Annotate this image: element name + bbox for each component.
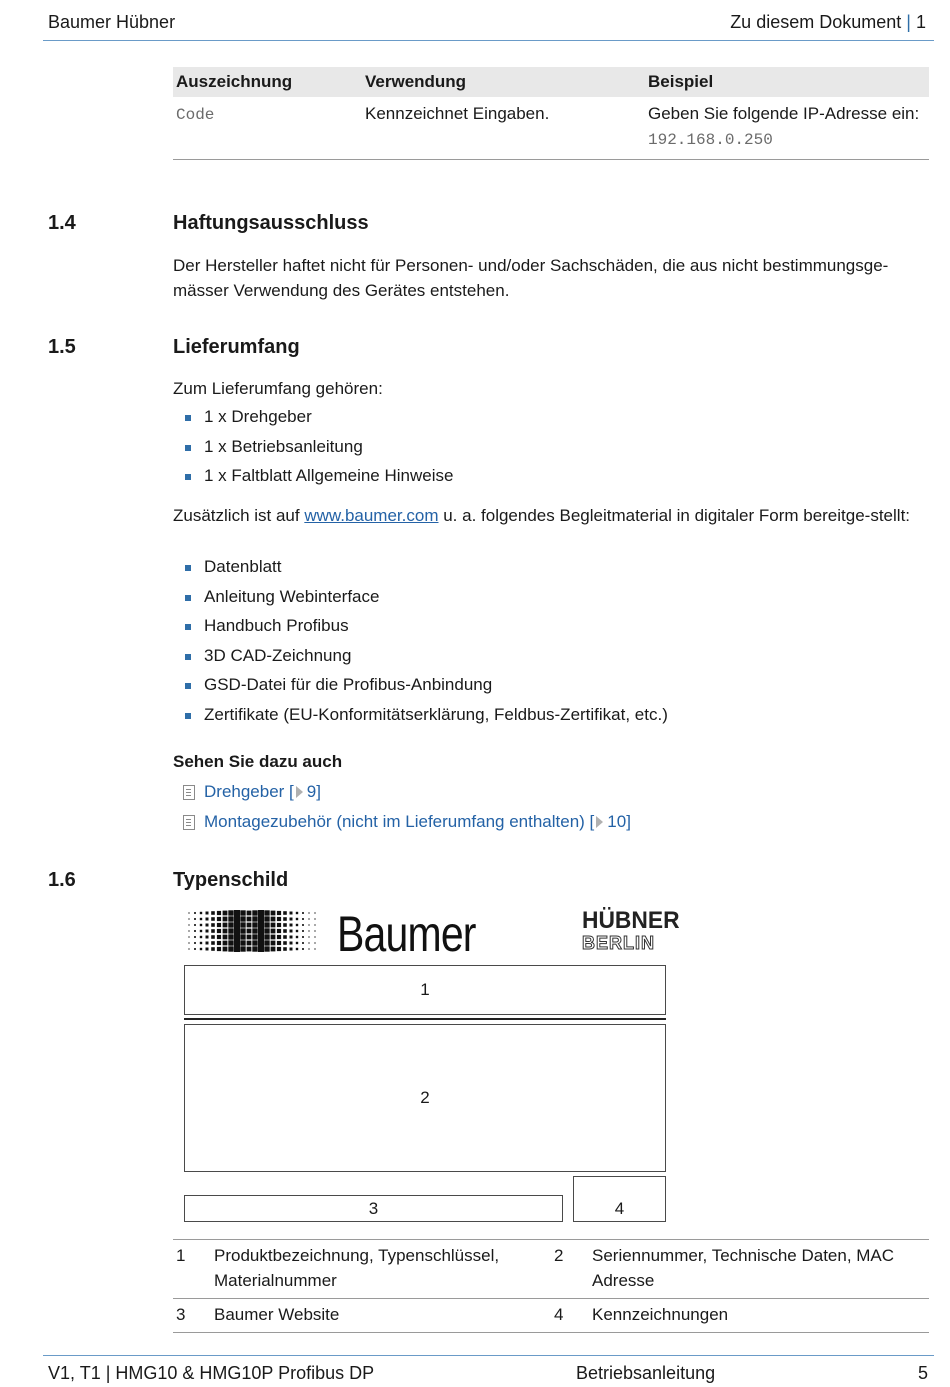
logo-dot [283,935,287,939]
list-item: Handbuch Profibus [183,616,668,646]
logo-dot [277,911,281,915]
plate-field-4 [573,1176,666,1222]
logo-dot [302,948,304,950]
logo-dot [194,924,196,926]
logo-dot [277,929,281,933]
see-also-page: 10] [607,812,631,831]
baumer-link[interactable]: www.baumer.com [304,506,439,525]
logo-dot [290,948,293,951]
logo-dot [188,918,189,919]
baumer-logo-text: Baumer [337,906,476,962]
logo-dot [200,942,202,944]
markup-table [173,67,929,160]
field-label: 1 [420,980,430,999]
example-text: Geben Sie folgende IP-Adresse ein: [648,104,920,123]
logo-dot [258,946,264,952]
logo-dot [314,924,315,925]
logo-dot [234,946,240,952]
logo-dot [283,917,287,921]
logo-dot [234,940,240,946]
logo-dot [234,934,240,940]
legend-text: Baumer Website [211,1299,551,1333]
logo-dot [206,936,209,939]
logo-dot [194,930,196,932]
logo-dot [223,923,228,928]
logo-dot [223,917,228,922]
logo-dot [308,936,309,937]
logo-dot [308,942,309,943]
logo-dot [277,935,281,939]
logo-dot [240,946,245,951]
logo-dot [217,917,221,921]
logo-dot [247,947,252,952]
logo-dot [302,918,304,920]
logo-dot [228,910,233,915]
logo-dot [302,942,304,944]
field-label: 3 [368,1198,379,1218]
document-icon [183,785,195,800]
baumer-dot-logo [186,910,318,952]
plate-divider [184,1018,666,1020]
logo-dot [247,917,252,922]
legend-number: 3 [173,1299,211,1333]
logo-dot [283,941,287,945]
logo-dot [264,940,269,945]
logo-dot [252,940,257,945]
logo-dot [188,912,189,913]
logo-dot [296,942,298,944]
section-number: 1.5 [48,336,76,358]
logo-dot [211,917,215,921]
logo-dot [314,930,315,931]
header-left: Baumer Hübner [48,12,176,32]
list-item: 1 x Betriebsanleitung [183,437,453,467]
logo-dot [188,942,189,943]
logo-dot [283,911,287,915]
logo-dot [211,947,215,951]
logo-dot [206,912,209,915]
example-cell [645,97,929,160]
list-item: 3D CAD-Zeichnung [183,646,668,676]
header-title: Zu diesem Dokument [730,12,902,32]
logo-dot [223,911,228,916]
digital-material-list [183,557,668,734]
logo-dot [206,924,209,927]
logo-dot [264,922,269,927]
logo-dot [228,928,233,933]
header-right [730,12,926,33]
logo-dot [200,924,202,926]
logo-dot [296,930,298,932]
logo-dot [296,918,298,920]
list-item: Anleitung Webinterface [183,587,668,617]
logo-dot [258,916,264,922]
column-header: Auszeichnung [173,67,362,97]
logo-dot [228,946,233,951]
logo-dot [277,923,281,927]
header-page: 1 [915,12,926,32]
logo-dot [200,930,202,932]
logo-dot [228,916,233,921]
logo-dot [200,912,202,914]
logo-dot [302,936,304,938]
footer-page: 5 [917,1363,928,1383]
logo-dot [234,910,240,916]
logo-dot [290,930,293,933]
legend-number: 4 [551,1299,589,1333]
logo-dot [252,922,257,927]
logo-dot [206,942,209,945]
see-also-link[interactable] [183,807,631,837]
section-number: 1.6 [48,869,76,891]
logo-dot [217,935,221,939]
plate-field-3 [184,1195,563,1222]
logo-dot [194,942,196,944]
logo-dot [277,941,281,945]
scope-intro: Zum Lieferumfang gehören: [173,379,383,398]
logo-dot [200,918,202,920]
logo-dot [302,930,304,932]
logo-dot [264,946,269,951]
logo-dot [211,923,215,927]
logo-dot [290,942,293,945]
logo-dot [234,922,240,928]
legend-number: 1 [173,1240,211,1299]
logo-dot [217,941,221,945]
example-code: 192.168.0.250 [648,131,773,149]
logo-dot [296,912,298,914]
footer-left: V1, T1 | HMG10 & HMG10P Profibus DP [48,1363,375,1383]
logo-dot [211,911,215,915]
table-row [173,97,929,160]
logo-dot [290,918,293,921]
legend-text: Produktbezeichnung, Typenschlüssel, Materialnummer [211,1240,551,1299]
see-also-list [183,777,631,837]
field-label: 2 [420,1088,430,1107]
see-also-page: 9] [306,782,321,801]
logo-dot [283,929,287,933]
logo-dot [247,941,252,946]
logo-dot [296,948,298,950]
logo-dot [211,935,215,939]
logo-dot [308,948,309,949]
logo-dot [223,935,228,940]
logo-dot [252,946,257,951]
logo-dot [271,941,276,946]
section-number: 1.4 [48,212,76,234]
disclaimer-text: Der Hersteller haftet nicht für Personen- und/oder Sachschäden, die aus nicht bestimmungsge-mässer Verwendung des Gerätes entstehen. [173,256,889,300]
logo-dot [258,928,264,934]
logo-dot [247,929,252,934]
legend-text: Kennzeichnungen [589,1299,929,1333]
logo-dot [314,942,315,943]
logo-dot [252,916,257,921]
header-separator: | [906,12,911,32]
logo-dot [308,918,309,919]
section-title: Typenschild [173,869,289,891]
logo-dot [206,930,209,933]
list-item: GSD-Datei für die Profibus-Anbindung [183,675,668,705]
logo-dot [194,948,196,950]
hubner-logo-bottom: BERLIN [582,933,655,953]
logo-dot [271,929,276,934]
logo-dot [283,947,287,951]
logo-dot [234,928,240,934]
logo-dot [314,948,315,949]
logo-dot [228,922,233,927]
logo-dot [271,947,276,952]
logo-dot [217,929,221,933]
logo-dot [234,916,240,922]
logo-dot [264,928,269,933]
logo-dot [247,935,252,940]
plate-field-2 [184,1024,666,1172]
logo-dot [264,934,269,939]
scope-list [183,407,453,496]
logo-dot [277,917,281,921]
field-label: 4 [614,1199,625,1218]
logo-dot [194,912,196,914]
logo-dot [206,918,209,921]
logo-dot [290,936,293,939]
arrow-right-icon [296,786,303,798]
legend-number: 2 [551,1240,589,1299]
logo-dot [314,936,315,937]
logo-dot [247,911,252,916]
logo-dot [258,910,264,916]
table-header-row [173,67,929,97]
arrow-right-icon [596,816,603,828]
logo-dot [308,912,309,913]
logo-dot [240,940,245,945]
logo-dot [211,941,215,945]
logo-dot [302,912,304,914]
usage-cell: Kennzeichnet Eingaben. [362,97,645,160]
logo-dot [228,934,233,939]
column-header: Verwendung [362,67,645,97]
see-also-text: Montagezubehör (nicht im Lieferumfang enthalten) [ [204,812,595,831]
hubner-logo-top: HÜBNER [582,907,680,934]
list-item: 1 x Faltblatt Allgemeine Hinweise [183,466,453,496]
see-also-title: Sehen Sie dazu auch [173,752,343,771]
logo-dot [252,928,257,933]
markup-cell [173,97,362,160]
logo-dot [194,918,196,920]
logo-dot [314,912,315,913]
logo-dot [240,928,245,933]
logo-dot [283,923,287,927]
logo-dot [290,924,293,927]
list-item: Datenblatt [183,557,668,587]
logo-dot [314,918,315,919]
logo-dot [258,922,264,928]
logo-dot [290,912,293,915]
logo-dot [296,936,298,938]
footer-center: Betriebsanleitung [576,1363,716,1383]
footer-divider [43,1355,934,1356]
section-title: Lieferumfang [173,336,300,358]
table-row [173,1299,929,1333]
logo-dot [217,911,221,915]
logo-dot [188,924,189,925]
logo-dot [188,930,189,931]
logo-dot [200,948,202,950]
logo-dot [252,910,257,915]
logo-dot [271,935,276,940]
logo-dot [277,947,281,951]
list-item: Zertifikate (EU-Konformitätserklärung, Feldbus-Zertifikat, etc.) [183,705,668,735]
logo-dot [264,910,269,915]
header-divider [43,40,934,41]
logo-dot [223,929,228,934]
logo-dot [240,934,245,939]
logo-dot [194,936,196,938]
logo-dot [206,948,209,951]
logo-dot [308,924,309,925]
logo-dot [240,910,245,915]
additional-post: u. a. folgendes Begleitmaterial in digitaler Form bereitge-stellt: [438,506,911,525]
logo-dot [264,916,269,921]
logo-dot [188,936,189,937]
logo-dot [240,922,245,927]
logo-dot [228,940,233,945]
logo-dot [258,940,264,946]
logo-dot [252,934,257,939]
additional-text [173,503,933,528]
logo-dot [271,911,276,916]
logo-dot [296,924,298,926]
logo-dot [302,924,304,926]
plate-field-1 [184,965,666,1015]
logo-dot [217,923,221,927]
logo-dot [211,929,215,933]
column-header: Beispiel [645,67,929,97]
logo-dot [223,941,228,946]
logo-dot [217,947,221,951]
document-icon [183,815,195,830]
section-title: Haftungsausschluss [173,212,369,234]
logo-dot [240,916,245,921]
logo-dot [271,923,276,928]
plate-legend-table [173,1239,929,1333]
list-item: 1 x Drehgeber [183,407,453,437]
see-also-text: Drehgeber [ [204,782,294,801]
logo-dot [247,923,252,928]
code-sample: Code [176,106,215,124]
logo-dot [200,936,202,938]
legend-text: Seriennummer, Technische Daten, MAC Adresse [589,1240,929,1299]
logo-dot [188,948,189,949]
see-also-link[interactable] [183,777,631,807]
table-row [173,1240,929,1299]
logo-dot [258,934,264,940]
logo-dot [271,917,276,922]
logo-dot [223,947,228,952]
logo-dot [308,930,309,931]
additional-pre: Zusätzlich ist auf [173,506,305,525]
